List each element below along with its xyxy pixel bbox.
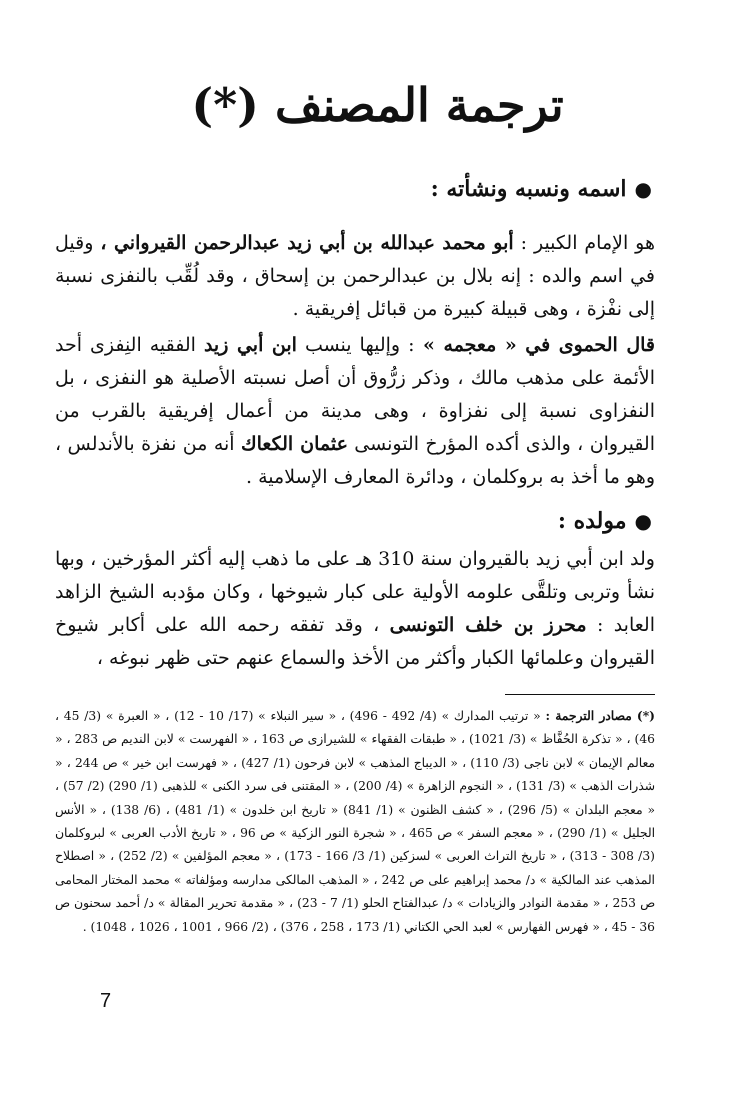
name-othman-kaak: عثمان الكعاك <box>240 433 348 455</box>
section-heading-text: مولده : <box>557 508 627 534</box>
paragraph-lineage <box>55 329 655 494</box>
paragraph-text: ولد ابن أبي زيد بالقيروان سنة 310 هـ على ما ذهب إليه أكثر المؤرخين ، وبها نشأ وتربى وتلقَّى علومه الأولية على كبار شيوخها ، وكان مؤدبه الشيخ الزاهد العابد : <box>55 548 655 636</box>
footnote <box>55 704 655 939</box>
name-ibn-abi-zayd: ابن أبي زيد <box>203 334 297 356</box>
bullet-icon: ● <box>634 177 652 201</box>
paragraph-text: وقيل في اسم والده : إنه بلال بن عبدالرحمن بن إسحاق ، وقد لُقِّب بالنفزى نسبة إلى نفْزة ، وهى قبيلة كبيرة من قبائل إفريقية . <box>55 232 655 320</box>
section-heading-birth <box>558 508 652 534</box>
footnote-divider <box>505 694 655 695</box>
footnote-text: « ترتيب المدارك » (4/ 492 - 496) ، « سير النبلاء » (17/ 10 - 12) ، « العبرة » (3/ 45 ، 46) ، « تذكرة الحُفَّاظ » (3/ 1021) ، « طبقات الفقهاء » للشيرازى ص 163 ، « الفهرست » لابن النديم ص 283 ، « معالم الإيمان » لابن ناجى (3/ 110) ، « الديباج المذهب » لابن فرحون (1/ 427) ، « فهرست ابن خير » ص 244 ، « شذرات الذهب » (3/ 131) ، « النجوم الزاهرة » (4/ 200) ، « المقتنى فى سرد الكنى » للذهبى (1/ 290) (2/ 57) ، « معجم البلدان » (5/ 296) ، « كشف الظنون » (1/ 841) « تاريخ ابن خلدون » (1/ 481) ، (6/ 138) ، « الأنس الجليل » (1/ 290) ، « معجم السفر » ص 465 ، « شجرة النور الزكية » ص 96 ، « تاريخ الأدب العربى » لبروكلمان (3/ 308 - 313) ، « تاريخ التراث العربى » لسزكين (1/ 3/ 166 - 173) ، « معجم المؤلفين » (2/ 252) ، « اصطلاح المذهب عند المالكية » د/ محمد إبراهيم على ص 242 ، « المذهب المالكى مدارسه ومؤلفاته » محمد المختار المحامى ص 253 ، « مقدمة النوادر والزيادات » د/ عبدالفتاح الحلو (1/ 7 - 23) ، « مقدمة تحرير المقالة » د/ أحمد سحنون ص 36 - 45 ، « فهرس الفهارس » لعبد الحي الكتاني (1/ 173 ، 258 ، 376) ، (2/ 966 ، 1001 ، 1026 ، 1048) . <box>55 709 656 934</box>
paragraph-text: أنه من نفزة بالأندلس ، وهو ما أخذ به بروكلمان ، ودائرة المعارف الإسلامية . <box>55 433 655 488</box>
paragraph-birth <box>55 543 655 675</box>
section-heading-text: اسمه ونسبه ونشأته : <box>430 176 627 202</box>
bullet-icon: ● <box>634 509 652 533</box>
paragraph-text: ، وقد تفقه رحمه الله على أكابر شيوخ القيروان وعلمائها الكبار وأكثر من الأخذ والسماع عنهم حتى ظهر نبوغه ، <box>55 614 655 669</box>
author-full-name: أبو محمد عبدالله بن أبي زيد عبدالرحمن القيرواني ، <box>100 232 514 254</box>
section-heading-name <box>431 176 652 202</box>
citation-hamawi: قال الحموى في « معجمه » <box>414 334 655 356</box>
page-title: ترجمة المصنف (*) <box>191 78 564 132</box>
page-number: 7 <box>100 990 112 1012</box>
paragraph-text: : وإليها ينسب <box>296 334 415 356</box>
footnote-label: (*) مصادر الترجمة : <box>545 708 655 723</box>
paragraph-text: الفقيه النِفزى أحد الأئمة على مذهب مالك ، وذكر زرُّوق أن أصل نسبته الأصلية هو النفزى ، بل النفزاوى نسبة إلى نفزاوة ، وهى مدينة من أعمال إفريقية بالقرب من القيروان ، والذى أكده المؤرخ التونسى <box>55 334 656 455</box>
name-muhriz: محرز بن خلف التونسى <box>389 614 587 636</box>
paragraph-text: هو الإمام الكبير : <box>513 232 656 254</box>
paragraph-name <box>55 227 655 326</box>
